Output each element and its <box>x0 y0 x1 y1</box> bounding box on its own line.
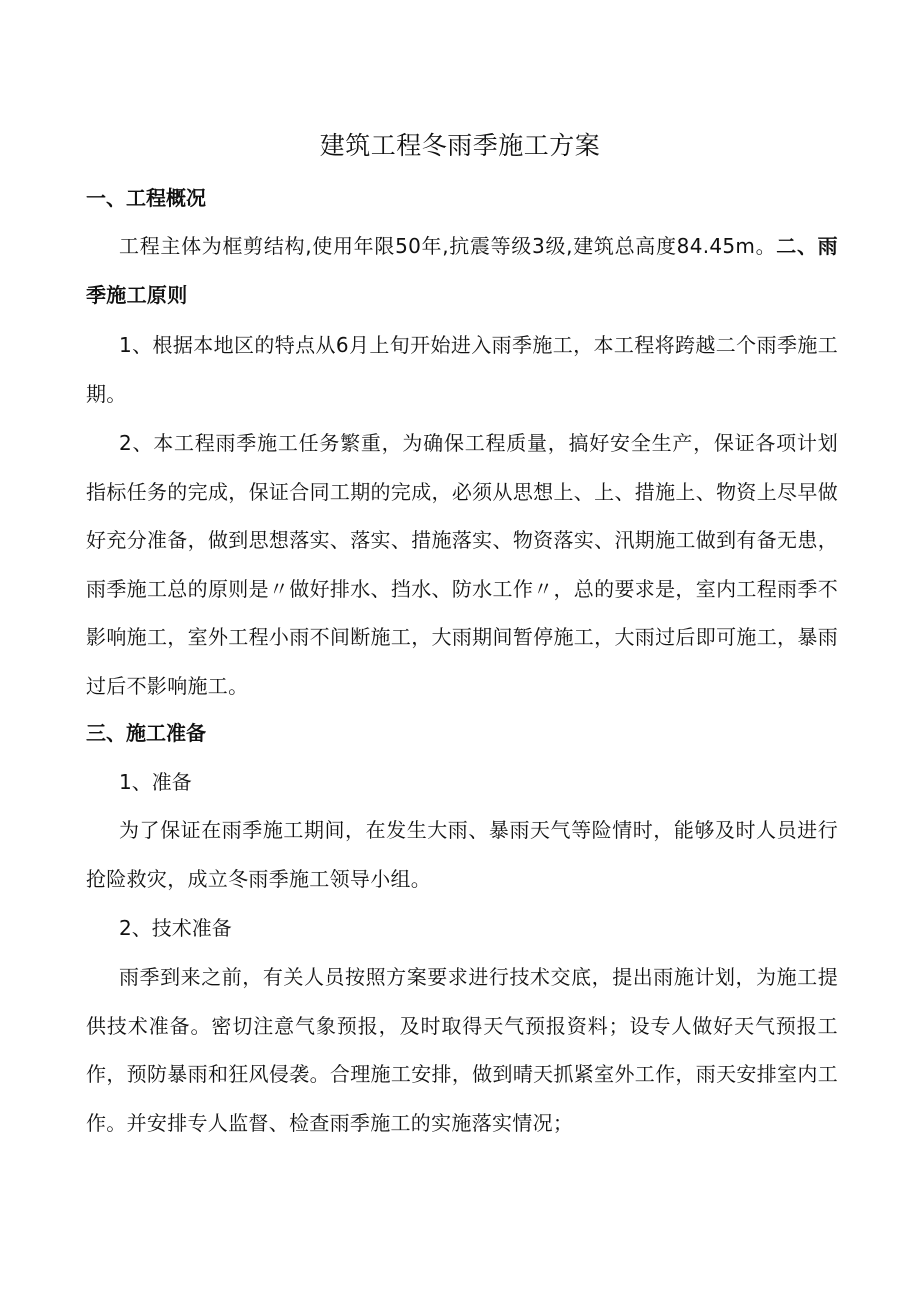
subheading-technical-preparation: 2、技术准备 <box>119 916 232 940</box>
document-title: 建筑工程冬雨季施工方案 <box>319 131 601 160</box>
section-heading-overview: 一、工程概况 <box>86 186 206 210</box>
overview-text: 工程主体为框剪结构,使用年限50年,抗震等级3级,建筑总高度84.45m。 <box>119 234 777 258</box>
preparation-paragraph: 为了保证在雨季施工期间，在发生大雨、暴雨天气等险情时，能够及时人员进行抢险救灾，成立冬雨季施工领导小组。 <box>86 818 838 891</box>
technical-preparation-paragraph: 雨季到来之前，有关人员按照方案要求进行技术交底，提出雨施计划，为施工提供技术准备。密切注意气象预报，及时取得天气预报资料；设专人做好天气预报工作，预防暴雨和狂风侵袭。合理施工安排，做到晴天抓紧室外工作，雨天安排室内工作。并安排专人监督、检查雨季施工的实施落实情况； <box>86 965 838 1135</box>
principle-item-2: 2、本工程雨季施工任务繁重，为确保工程质量，搞好安全生产，保证各项计划指标任务的完成，保证合同工期的完成，必须从思想上、上、措施上、物资上尽早做好充分准备，做到思想落实、落实、措施落实、物资落实、汛期施工做到有备无患，雨季施工总的原则是〃做好排水、挡水、防水工作〃，总的要求是，室内工程雨季不影响施工，室外工程小雨不间断施工，大雨期间暂停施工，大雨过后即可施工，暴雨过后不影响施工。 <box>86 431 838 698</box>
subheading-preparation: 1、准备 <box>119 770 192 794</box>
section-heading-principles: 二、雨季施工原则 <box>86 234 838 307</box>
section-heading-preparation: 三、施工准备 <box>86 721 206 745</box>
overview-paragraph <box>86 222 838 319</box>
principle-item-1: 1、根据本地区的特点从6月上旬开始进入雨季施工，本工程将跨越二个雨季施工期。 <box>86 333 838 406</box>
